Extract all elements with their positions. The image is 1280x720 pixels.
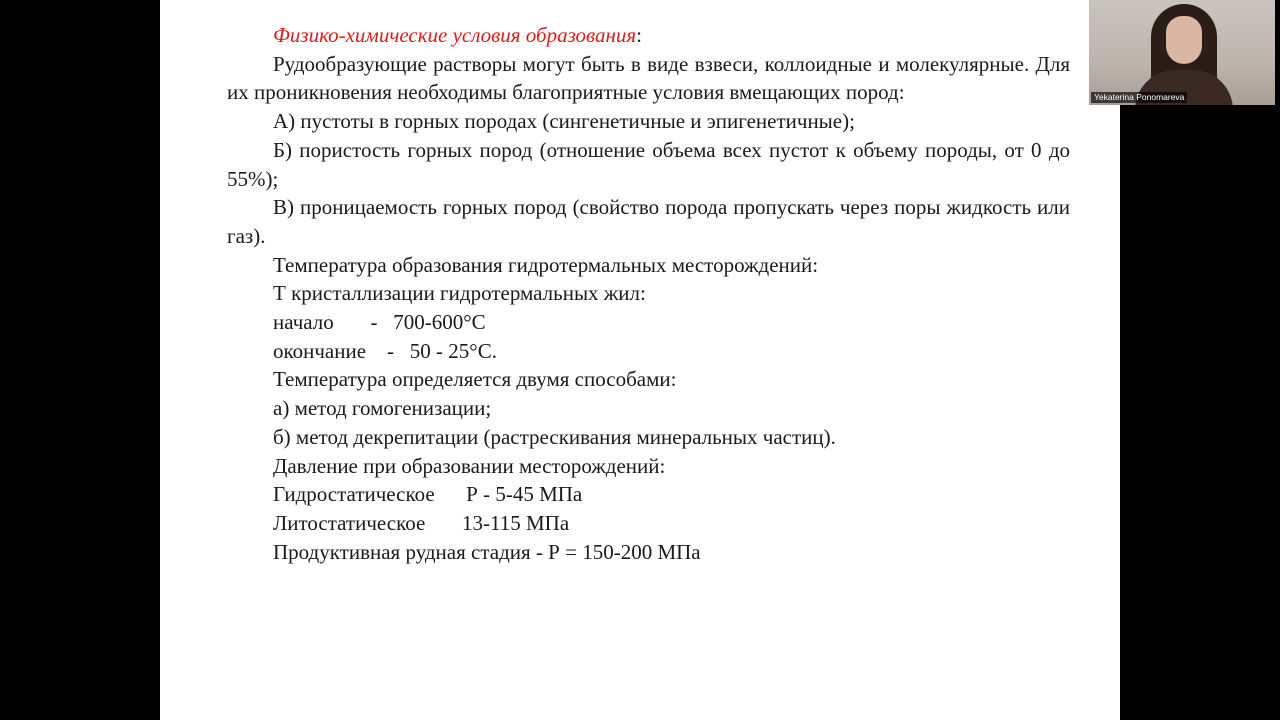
presentation-slide	[160, 0, 1120, 720]
productive-stage-pressure: Продуктивная рудная стадия - Р = 150-200 МПа	[273, 539, 701, 564]
participant-face	[1166, 16, 1202, 64]
method-homogenization: а) метод гомогенизации;	[273, 396, 492, 421]
participant-video-tile[interactable]	[1089, 0, 1275, 105]
item-c: В) проницаемость горных пород (свойство порода пропускать через поры жидкость или газ).	[227, 195, 1070, 248]
slide-text	[227, 21, 1070, 566]
start-temperature: начало - 700-600°С	[273, 310, 486, 335]
slide-heading: Физико-химические условия образования	[273, 23, 637, 47]
pressure-heading: Давление при образовании месторождений:	[273, 453, 666, 478]
slide-heading-line	[227, 21, 1070, 50]
temperature-methods: Температура определяется двумя способами:	[273, 367, 677, 392]
lithostatic-pressure: Литостатическое 13-115 МПа	[273, 510, 570, 535]
temperature-heading: Температура образования гидротермальных месторождений:	[273, 252, 819, 277]
paragraph-solutions: Рудообразующие растворы могут быть в виде взвеси, коллоидные и молекулярные. Для их проникновения необходимы благоприятные условия вмещающих пород:	[227, 51, 1070, 105]
crystallization-line: Т кристаллизации гидротермальных жил:	[273, 281, 646, 306]
method-decrepitation: б) метод декрепитации (растрескивания минеральных частиц).	[273, 424, 836, 449]
end-temperature: окончание - 50 - 25°С.	[273, 338, 497, 363]
item-b: Б) пористость горных пород (отношение объема всех пустот к объему породы, от 0 до 55%);	[227, 137, 1070, 191]
item-a: А) пустоты в горных породах (сингенетичные и эпигенетичные);	[273, 109, 855, 134]
participant-name-label: Yekaterina Ponomareva	[1091, 92, 1187, 103]
hydrostatic-pressure: Гидростатическое Р - 5-45 МПа	[273, 482, 583, 507]
slide-heading-colon: :	[636, 23, 642, 47]
